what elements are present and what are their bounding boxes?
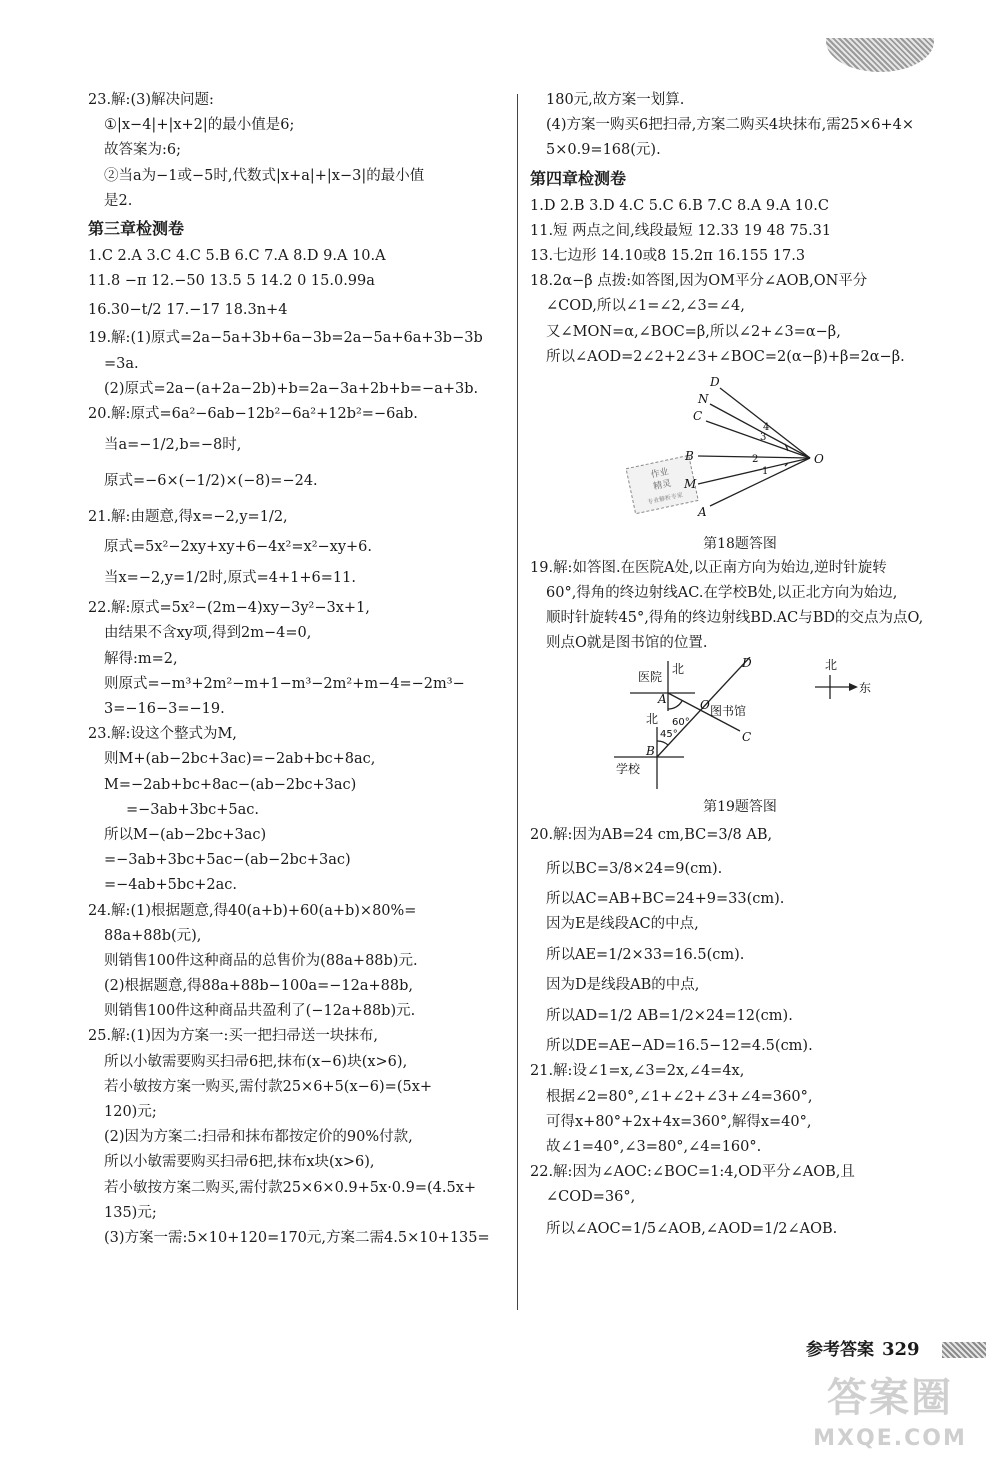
text-line: ①|x−4|+|x+2|的最小值是6; — [104, 117, 295, 134]
watermark — [790, 1372, 990, 1468]
text-line: 23.解:(3)解决问题: — [88, 92, 214, 108]
angle-arc-45 — [657, 741, 668, 745]
text-line: 因为D是线段AB的中点, — [546, 977, 700, 993]
text-line: 21.解:由题意,得x=−2,y=1/2, — [88, 509, 288, 526]
corner-decoration — [826, 38, 934, 72]
text-line: 所以AD=1/2 AB=1/2×24=12(cm). — [546, 1008, 793, 1025]
text-line: =−3ab+3bc+5ac−(ab−2bc+3ac) — [104, 852, 351, 869]
text-line: 3=−16−3=−19. — [104, 701, 225, 717]
figure-18 — [530, 370, 950, 532]
text-line: 60°,得角的终边射线AC.在学校B处,以正北方向为始边, — [546, 585, 898, 602]
text-line: 24.解:(1)根据题意,得40(a+b)+60(a+b)×80%= — [88, 902, 417, 919]
text-line: M=−2ab+bc+8ac−(ab−2bc+3ac) — [104, 776, 357, 793]
stamp-text: 精灵 — [652, 478, 673, 493]
text-line: (3)方案一需:5×10+120=170元,方案二需4.5×10+135= — [104, 1229, 490, 1246]
text-line: 所以∠AOD=2∠2+2∠3+∠BOC=2(α−β)+β=2α−β. — [546, 348, 905, 365]
text-line: 故∠1=40°,∠3=80°,∠4=160°. — [546, 1138, 762, 1155]
angle-label-2: 2 — [752, 453, 759, 465]
text-line: (2)原式=2a−(a+2a−2b)+b=2a−3a+2b+b=−a+3b. — [104, 380, 479, 397]
label-a: A — [658, 691, 667, 706]
text-line: ∠COD=36°, — [546, 1189, 636, 1206]
column-divider — [517, 94, 518, 1310]
label-c: C — [742, 729, 752, 744]
figure-19-diagram — [530, 657, 950, 795]
text-line: 所以∠AOC=1/5∠AOB,∠AOD=1/2∠AOB. — [546, 1220, 838, 1237]
text-line: 22.解:因为∠AOC:∠BOC=1:4,OD平分∠AOB,且 — [530, 1164, 855, 1181]
left-column — [88, 88, 506, 1251]
text-line: 19.解:如答图.在医院A处,以正南方向为始边,逆时针旋转 — [530, 559, 887, 576]
text-line: 根据∠2=80°,∠1+∠2+∠3+∠4=360°, — [546, 1088, 813, 1105]
north-label: 北 — [646, 711, 659, 726]
text-line: 是2. — [104, 192, 133, 209]
label-c: C — [693, 408, 703, 423]
text-line: (4)方案一购买6把扫帚,方案二购买4块抹布,需25×6+4× — [546, 117, 915, 134]
text-line: 11.8 −π 12.−50 13.5 5 14.2 0 15.0.99a — [88, 273, 375, 290]
label-b: B — [646, 743, 655, 758]
text-line: 所以小敏需要购买扫帚6把,抹布(x−6)块(x>6), — [104, 1053, 408, 1070]
text-line: 解得:m=2, — [104, 650, 178, 667]
library-label: 图书馆 — [710, 703, 747, 718]
text-line: 由结果不含xy项,得到2m−4=0, — [104, 625, 312, 642]
text-line: 故答案为:6; — [104, 142, 181, 159]
angle-45-label: 45° — [660, 728, 678, 740]
text-line: (2)根据题意,得88a+88b−100a=−12a+88b, — [104, 978, 413, 995]
text-line: 当a=−1/2,b=−8时, — [104, 437, 242, 454]
ray-oc — [706, 421, 810, 458]
text-line: 20.解:因为AB=24 cm,BC=3/8 AB, — [530, 826, 773, 843]
text-line: (2)因为方案二:扫帚和抹布都按定价的90%付款, — [104, 1129, 413, 1146]
text-line: 若小敏按方案一购买,需付款25×6+5(x−6)=(5x+ — [104, 1078, 433, 1095]
hospital-label: 医院 — [638, 669, 663, 684]
page-number: 329 — [882, 1339, 920, 1360]
text-line: 则原式=−m³+2m²−m+1−m³−2m²+m−4=−2m³− — [104, 675, 465, 692]
text-line: 则点O就是图书馆的位置. — [546, 635, 708, 652]
figure-18-diagram — [530, 370, 950, 532]
label-o: O — [814, 451, 824, 466]
text-line: 所以小敏需要购买扫帚6把,抹布x块(x>6), — [104, 1154, 375, 1171]
angle-label-4: 4 — [763, 421, 770, 433]
compass-north-label: 北 — [825, 657, 838, 672]
stamp-text: 作业 — [650, 466, 670, 481]
text-line: 19.解:(1)原式=2a−5a+3b+6a−3b=2a−5a+6a+3b−3b — [88, 330, 483, 347]
label-o: O — [700, 697, 710, 712]
text-line: 11.短 两点之间,线段最短 12.33 19 48 75.31 — [530, 222, 832, 239]
text-line: 所以BC=3/8×24=9(cm). — [546, 860, 723, 877]
watermark-logo-text: 答案圈 — [827, 1375, 953, 1421]
text-line: 23.解:设这个整式为M, — [88, 726, 237, 743]
text-line: 则销售100件这种商品的总售价为(88a+88b)元. — [104, 952, 418, 969]
text-line: 顺时针旋转45°,得角的终边射线BD.AC与BD的交点为点O, — [546, 610, 924, 627]
east-arrow-icon — [849, 683, 858, 691]
text-line: 又∠MON=α,∠BOC=β,所以∠2+∠3=α−β, — [546, 323, 841, 340]
label-d: D — [710, 374, 720, 389]
text-line: 135)元; — [104, 1204, 157, 1221]
text-line: 88a+88b(元), — [104, 927, 202, 944]
stamp-text: 专业解析专家 — [646, 491, 684, 506]
text-line: 所以AC=AB+BC=24+9=33(cm). — [546, 890, 785, 907]
text-line: 若小敏按方案二购买,需付款25×6×0.9+5x·0.9=(4.5x+ — [104, 1179, 477, 1196]
text-line: 所以DE=AE−AD=16.5−12=4.5(cm). — [546, 1038, 813, 1055]
angle-label-3: 3 — [760, 431, 767, 443]
figure-19-caption: 第19题答图 — [703, 798, 777, 815]
label-a: A — [698, 504, 707, 519]
compass-east-label: 东 — [859, 680, 872, 695]
text-line: 原式=5x²−2xy+xy+6−4x²=x²−xy+6. — [104, 539, 373, 556]
text-line: 则M+(ab−2bc+3ac)=−2ab+bc+8ac, — [104, 751, 376, 768]
text-line: 则销售100件这种商品共盈利了(−12a+88b)元. — [104, 1003, 416, 1020]
text-line: =3a. — [104, 355, 139, 372]
school-label: 学校 — [616, 761, 641, 776]
right-column — [530, 88, 950, 1247]
text-line: 1.D 2.B 3.D 4.C 5.C 6.B 7.C 8.A 9.A 10.C — [530, 197, 829, 214]
text-line: 1.C 2.A 3.C 4.C 5.B 6.C 7.A 8.D 9.A 10.A — [88, 247, 386, 264]
text-line: 120)元; — [104, 1104, 157, 1120]
text-line: 25.解:(1)因为方案一:买一把扫帚送一块抹布, — [88, 1028, 378, 1045]
footer-decoration — [942, 1342, 986, 1358]
angle-label-1: 1 — [762, 465, 769, 477]
figure-18-caption: 第18题答图 — [703, 535, 777, 552]
text-line: 16.30−t/2 17.−17 18.3n+4 — [88, 302, 288, 319]
text-line: 21.解:设∠1=x,∠3=2x,∠4=4x, — [530, 1063, 745, 1080]
text-line: ②当a为−1或−5时,代数式|x+a|+|x−3|的最小值 — [104, 167, 425, 184]
chapter-4-title: 第四章检测卷 — [530, 168, 627, 188]
text-line: 原式=−6×(−1/2)×(−8)=−24. — [104, 473, 318, 490]
text-line: 22.解:原式=5x²−(2m−4)xy−3y²−3x+1, — [88, 600, 370, 617]
angle-arc-60 — [668, 701, 682, 709]
text-line: 5×0.9=168(元). — [546, 142, 661, 159]
page-footer — [806, 1338, 920, 1362]
text-line: 所以M−(ab−2bc+3ac) — [104, 826, 267, 843]
north-label: 北 — [672, 661, 685, 676]
footer-label: 参考答案 — [806, 1340, 874, 1360]
text-line: 18.2α−β 点拨:如答图,因为OM平分∠AOB,ON平分 — [530, 273, 868, 290]
text-line: =−3ab+3bc+5ac. — [126, 801, 259, 818]
text-line: 因为E是线段AC的中点, — [546, 915, 699, 932]
text-line: 所以AE=1/2×33=16.5(cm). — [546, 947, 745, 963]
angle-60-label: 60° — [672, 716, 690, 728]
watermark-url: MXQE.COM — [813, 1426, 967, 1451]
text-line: ∠COD,所以∠1=∠2,∠3=∠4, — [546, 298, 745, 315]
chapter-3-title: 第三章检测卷 — [88, 218, 185, 238]
text-line: 20.解:原式=6a²−6ab−12b²−6a²+12b²=−6ab. — [88, 405, 418, 422]
text-line: 可得x+80°+2x+4x=360°,解得x=40°, — [546, 1113, 812, 1130]
label-m: M — [684, 476, 697, 491]
label-n: N — [698, 391, 709, 406]
ray-oa — [710, 458, 810, 506]
label-b: B — [685, 448, 694, 463]
text-line: 180元,故方案一划算. — [546, 92, 685, 108]
text-line: 13.七边形 14.10或8 15.2π 16.155 17.3 — [530, 247, 806, 264]
ray-on — [710, 404, 810, 458]
text-line: =−4ab+5bc+2ac. — [104, 877, 237, 894]
text-line: 当x=−2,y=1/2时,原式=4+1+6=11. — [104, 570, 356, 587]
figure-19 — [530, 657, 950, 795]
label-d: D — [742, 656, 752, 670]
